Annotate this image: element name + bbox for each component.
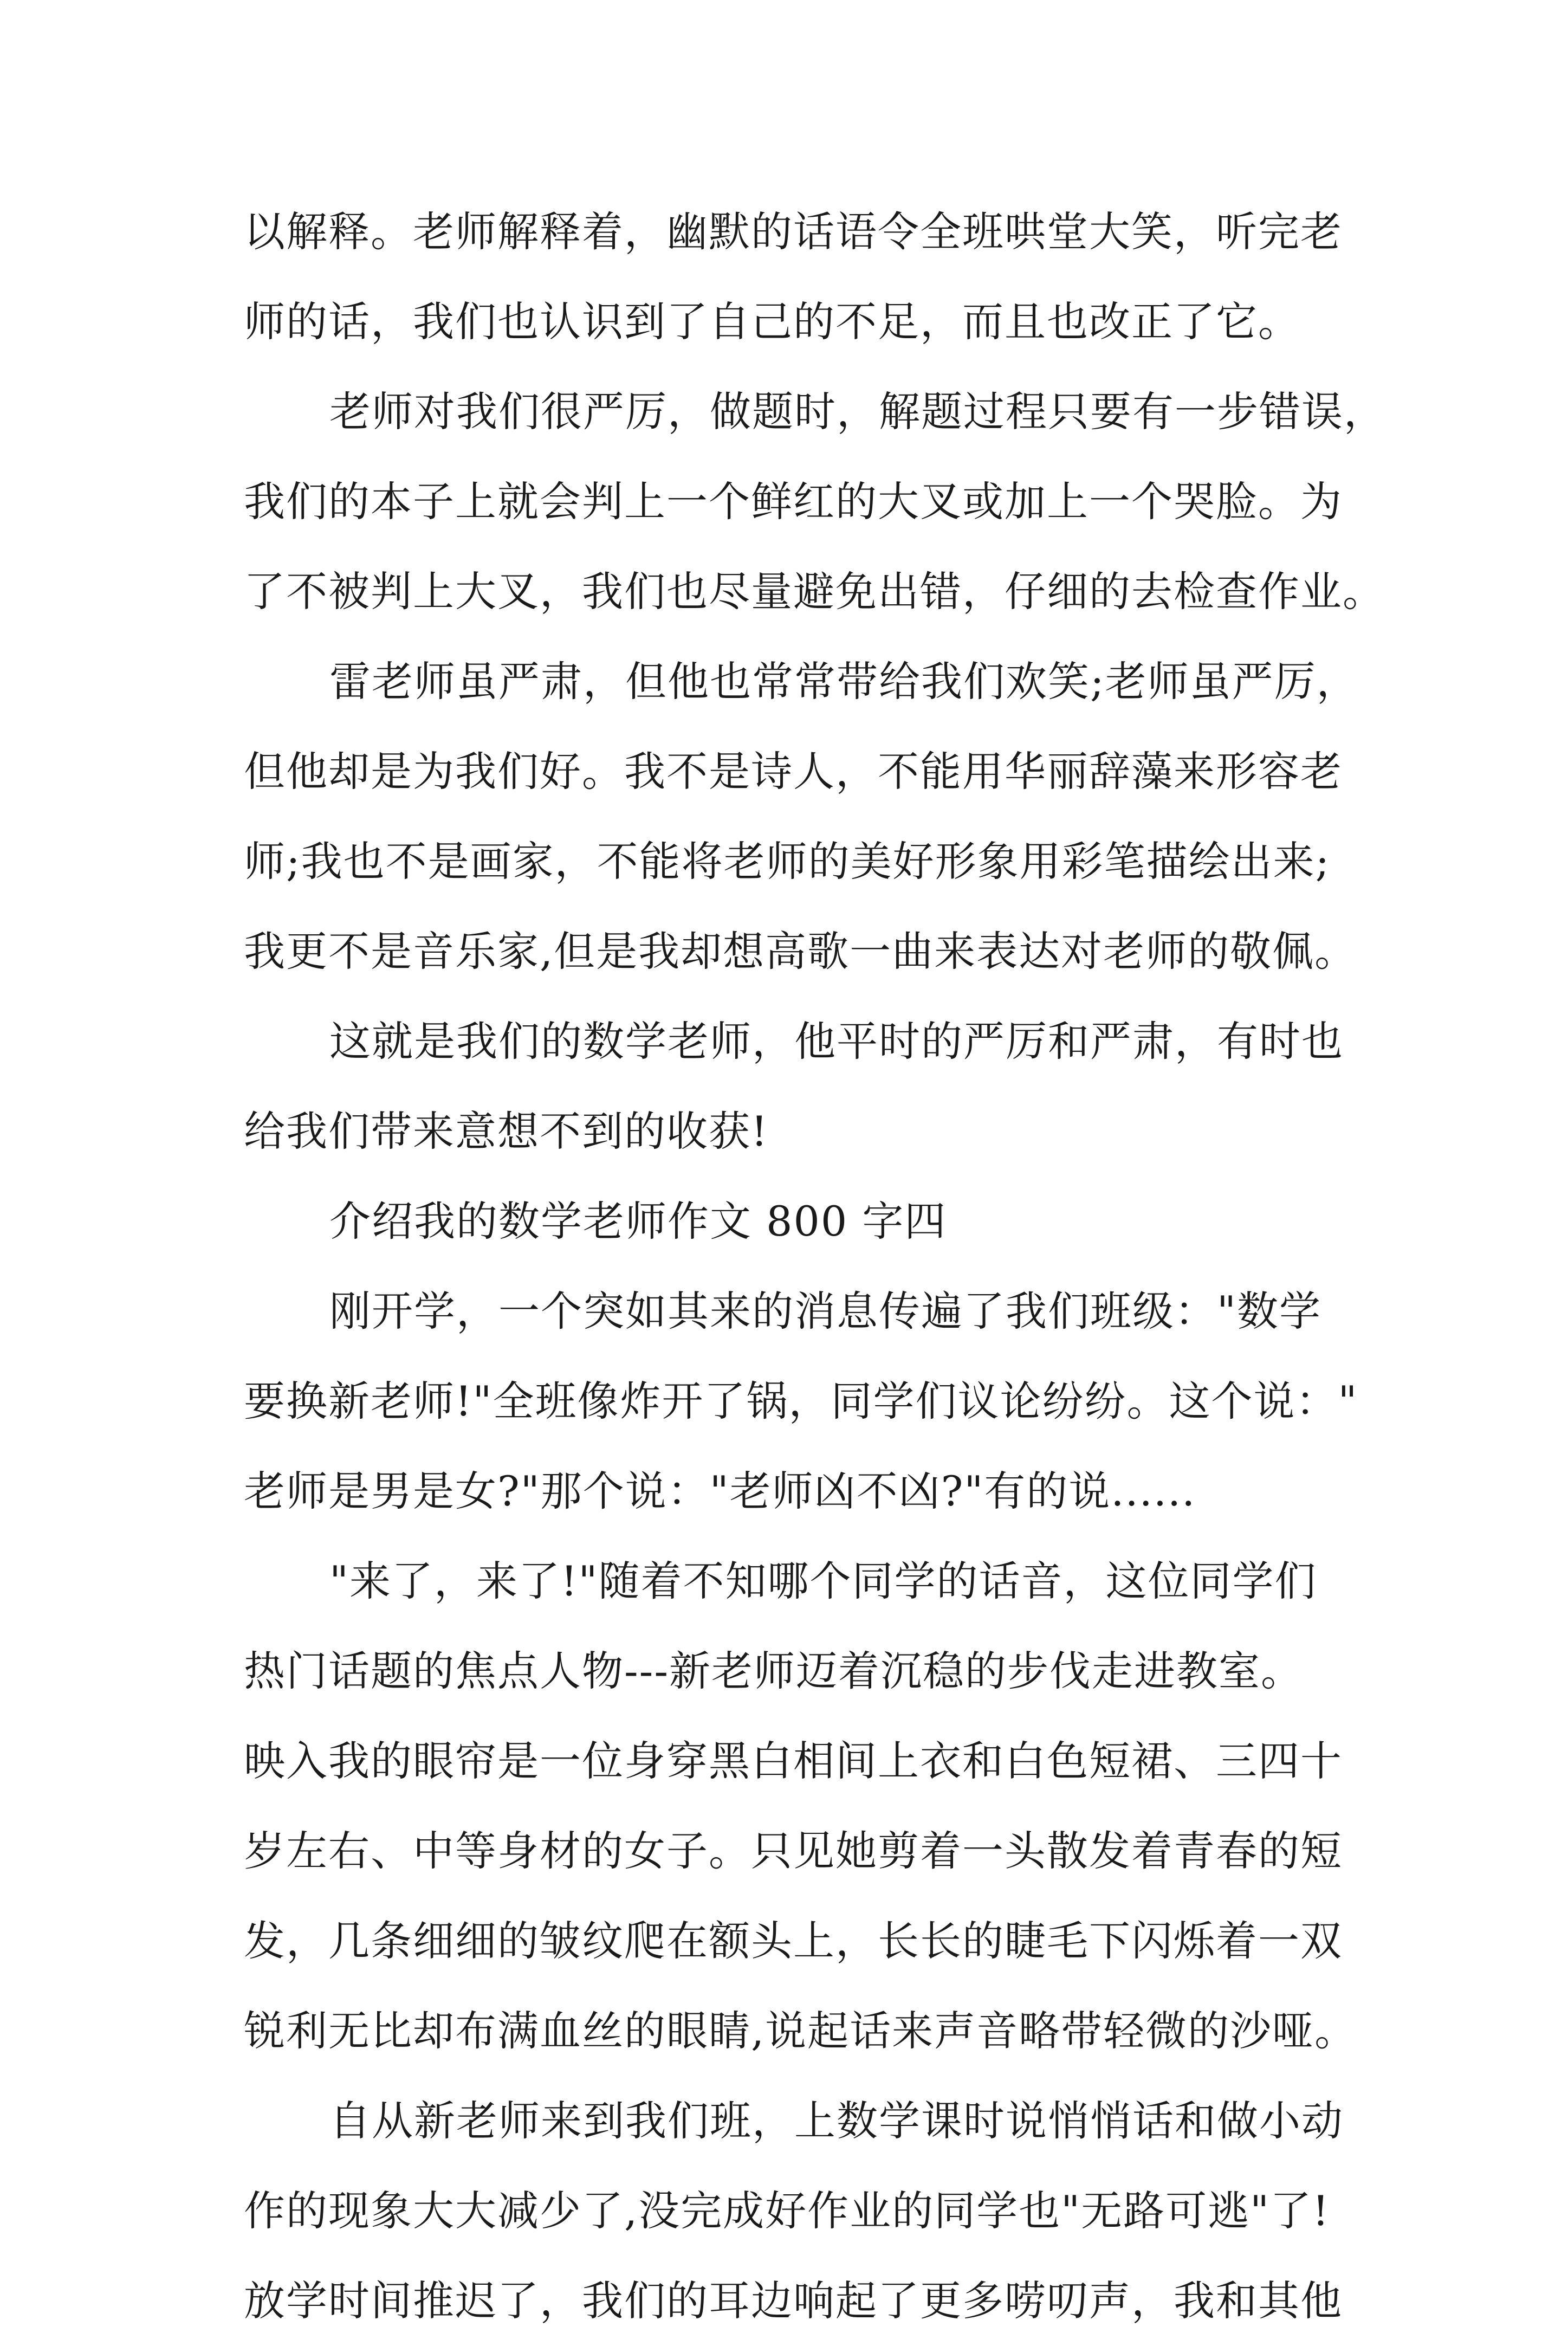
text-line: "来了，来了!"随着不知哪个同学的话音，这位同学们: [329, 1557, 1317, 1605]
text-line: 介绍我的数学老师作文 800 字四: [329, 1197, 947, 1245]
text-line: 我更不是音乐家,但是我却想高歌一曲来表达对老师的敬佩。: [244, 927, 1357, 975]
text-line: 雷老师虽严肃，但他也常常带给我们欢笑;老师虽严厉，: [329, 657, 1359, 706]
text-line: 自从新老师来到我们班，上数学课时说悄悄话和做小动: [329, 2097, 1344, 2145]
text-line: 作的现象大大减少了,没完成好作业的同学也"无路可逃"了!: [244, 2187, 1330, 2235]
text-line: 但他却是为我们好。我不是诗人，不能用华丽辞藻来形容老: [244, 747, 1343, 796]
text-line: 热门话题的焦点人物---新老师迈着沉稳的步伐走进教室。: [244, 1647, 1304, 1695]
text-line: 放学时间推迟了，我们的耳边响起了更多唠叨声，我和其他: [244, 2277, 1343, 2325]
text-line: 发，几条细细的皱纹爬在额头上，长长的睫毛下闪烁着一双: [244, 1917, 1343, 1965]
text-line: 以解释。老师解释着，幽默的话语令全班哄堂大笑，听完老: [244, 208, 1343, 256]
text-line: 老师对我们很严厉，做题时，解题过程只要有一步错误，: [329, 387, 1386, 436]
text-line: 我们的本子上就会判上一个鲜红的大叉或加上一个哭脸。为: [244, 477, 1343, 526]
text-line: 岁左右、中等身材的女子。只见她剪着一头散发着青春的短: [244, 1827, 1343, 1875]
text-line: 师的话，我们也认识到了自己的不足，而且也改正了它。: [244, 298, 1300, 346]
text-line: 要换新老师!"全班像炸开了锅，同学们议论纷纷。这个说：": [244, 1377, 1358, 1425]
text-line: 锐利无比却布满血丝的眼睛,说起话来声音略带轻微的沙哑。: [244, 2007, 1357, 2055]
text-line: 师;我也不是画家，不能将老师的美好形象用彩笔描绘出来;: [244, 837, 1331, 886]
text-line: 刚开学，一个突如其来的消息传遍了我们班级："数学: [329, 1287, 1321, 1335]
text-line: 了不被判上大叉，我们也尽量避免出错，仔细的去检查作业。: [244, 567, 1385, 616]
text-line: 给我们带来意想不到的收获!: [244, 1107, 769, 1155]
text-line: 老师是男是女?"那个说："老师凶不凶?"有的说......: [244, 1467, 1196, 1515]
text-line: 这就是我们的数学老师，他平时的严厉和严肃，有时也: [329, 1017, 1344, 1065]
text-line: 映入我的眼帘是一位身穿黑白相间上衣和白色短裙、三四十: [244, 1737, 1343, 1785]
document-page: [244, 187, 1386, 2346]
